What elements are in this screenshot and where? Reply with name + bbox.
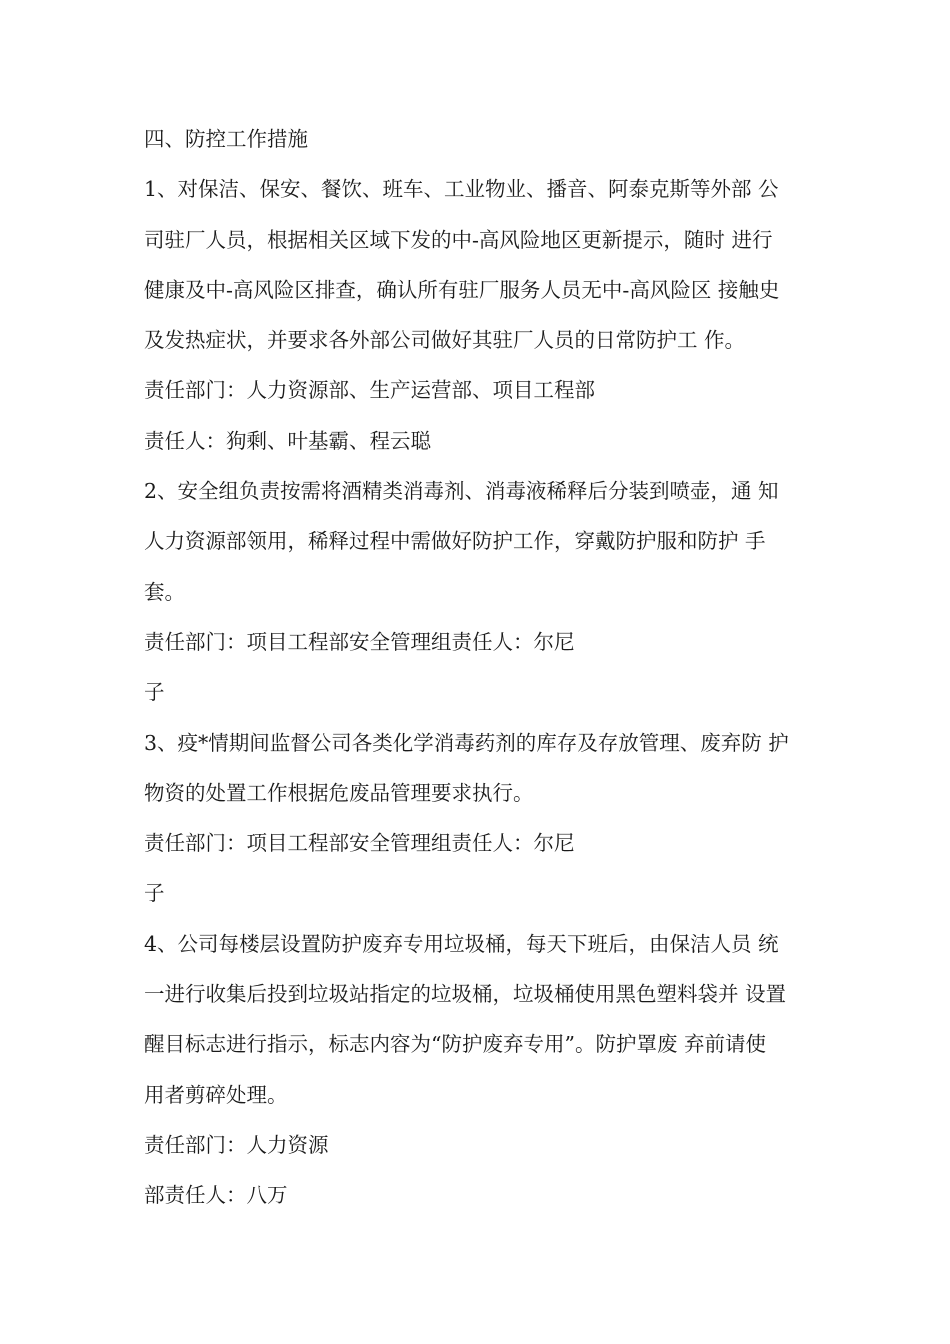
responsible-dept-line: 责任部门：项目工程部安全管理组责任人：尔尼	[144, 831, 575, 856]
responsible-person-line: 子	[144, 680, 165, 705]
paragraph-line: 套。	[144, 579, 185, 604]
responsible-person-line: 责任人：狗剩、叶基霸、程云聪	[144, 428, 431, 453]
paragraph-line: 用者剪碎处理。	[144, 1082, 288, 1107]
section-heading: 四、防控工作措施	[144, 127, 308, 151]
responsible-dept-line: 责任部门：人力资源部、生产运营部、项目工程部	[144, 378, 595, 403]
paragraph-line: 健康及中-高风险区排查，确认所有驻厂服务人员无中-高风险区 接触史	[144, 277, 780, 302]
paragraph-line: 醒目标志进行指示，标志内容为“防护废弃专用”。防护罩废 弃前请使	[144, 1032, 766, 1057]
paragraph-line: 2、安全组负责按需将酒精类消毒剂、消毒液稀释后分装到喷壶，通 知	[144, 479, 779, 504]
paragraph-line: 1、对保洁、保安、餐饮、班车、工业物业、播音、阿泰克斯等外部 公	[144, 177, 779, 202]
paragraph-line: 3、疫*情期间监督公司各类化学消毒药剂的库存及存放管理、废弃防 护	[144, 730, 789, 755]
paragraph-line: 物资的处置工作根据危废品管理要求执行。	[144, 780, 534, 805]
paragraph-line: 司驻厂人员，根据相关区域下发的中-高风险地区更新提示，随时 进行	[144, 227, 773, 252]
responsible-dept-line: 责任部门：人力资源	[144, 1132, 329, 1157]
paragraph-line: 4、公司每楼层设置防护废弃专用垃圾桶，每天下班后，由保洁人员 统	[144, 931, 779, 956]
responsible-person-line: 子	[144, 881, 165, 906]
responsible-person-line: 部责任人：八万	[144, 1183, 288, 1208]
paragraph-line: 一进行收集后投到垃圾站指定的垃圾桶，垃圾桶使用黑色塑料袋并 设置	[144, 982, 787, 1007]
document-body	[144, 114, 824, 1221]
responsible-dept-line: 责任部门：项目工程部安全管理组责任人：尔尼	[144, 629, 575, 654]
paragraph-line: 及发热症状，并要求各外部公司做好其驻厂人员的日常防护工 作。	[144, 328, 746, 353]
paragraph-line: 人力资源部领用，稀释过程中需做好防护工作，穿戴防护服和防护 手	[144, 529, 766, 554]
